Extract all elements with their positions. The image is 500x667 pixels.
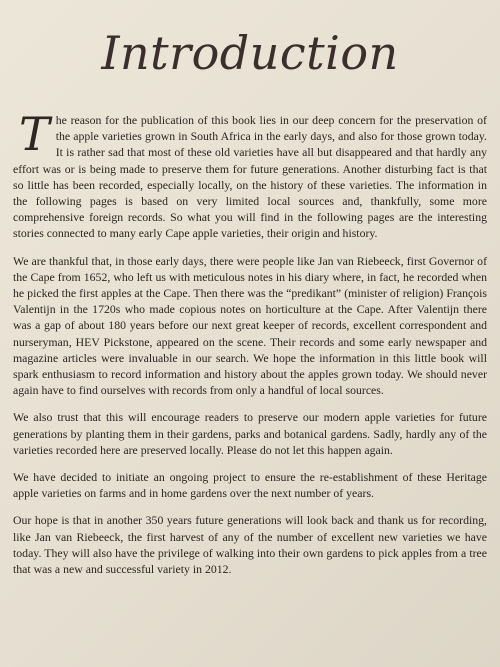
drop-cap: T	[19, 107, 50, 161]
intro-paragraph	[13, 107, 487, 242]
intro-text: he reason for the publication of this book lies in our deep concern for the preservation of the apple varieties grown in South Africa in the early days, and also for those grown today. It is rather sad that most of these old varieties have all but disappeared and that hardly any effort was or is being made to preserve them for future generations. Another disturbing fact is that so little has been recorded, especially locally, on the history of these varieties. The information in the following pages is based on very limited local sources and, thankfully, some more comprehensive foreign records. So what you will find in the following pages are the interesting stories connected to many early Cape apple varieties, their origin and history.	[13, 113, 487, 241]
body-text	[13, 107, 487, 588]
paragraph-project: We have decided to initiate an ongoing project to ensure the re-establishment of these Heritage apple varieties on farms and in home gardens over the next number of years.	[13, 470, 487, 501]
paragraph-preserve: We also trust that this will encourage readers to preserve our modern apple varieties for future generations by planting them in their gardens, parks and botanical gardens. Sadly, hardly any of the varieties recorded here are preserved locally. Please do not let this happen again.	[13, 410, 487, 457]
paragraph-hope: Our hope is that in another 350 years future generations will look back and thank us for recording, like Jan van Riebeeck, the first harvest of any of the number of excellent new varieties we have today. They will also have the privilege of walking into their own gardens to pick apples from a tree that was a new and successful variety in 2012.	[13, 513, 487, 577]
page-title: Introduction	[101, 26, 399, 80]
paragraph-history: We are thankful that, in those early days, there were people like Jan van Riebeeck, first Governor of the Cape from 1652, who left us with meticulous notes in his diary where, in fact, he recorded when he picked the first apples at the Cape. Then there was the “predikant” (minister of religion) François Valentijn in the 1720s who made copious notes on horticulture at the Cape. After Valentijn there was a gap of about 180 years before our next great keeper of records, excellent correspondent and nurseryman, HEV Pickstone, appeared on the scene. Their records and some early newspaper and magazine articles were invaluable in our search. We hope the information in this little book will spark enthusiasm to record information and history about the apples grown today. We should never again have to find ourselves with records from only a handful of local sources.	[13, 253, 487, 398]
